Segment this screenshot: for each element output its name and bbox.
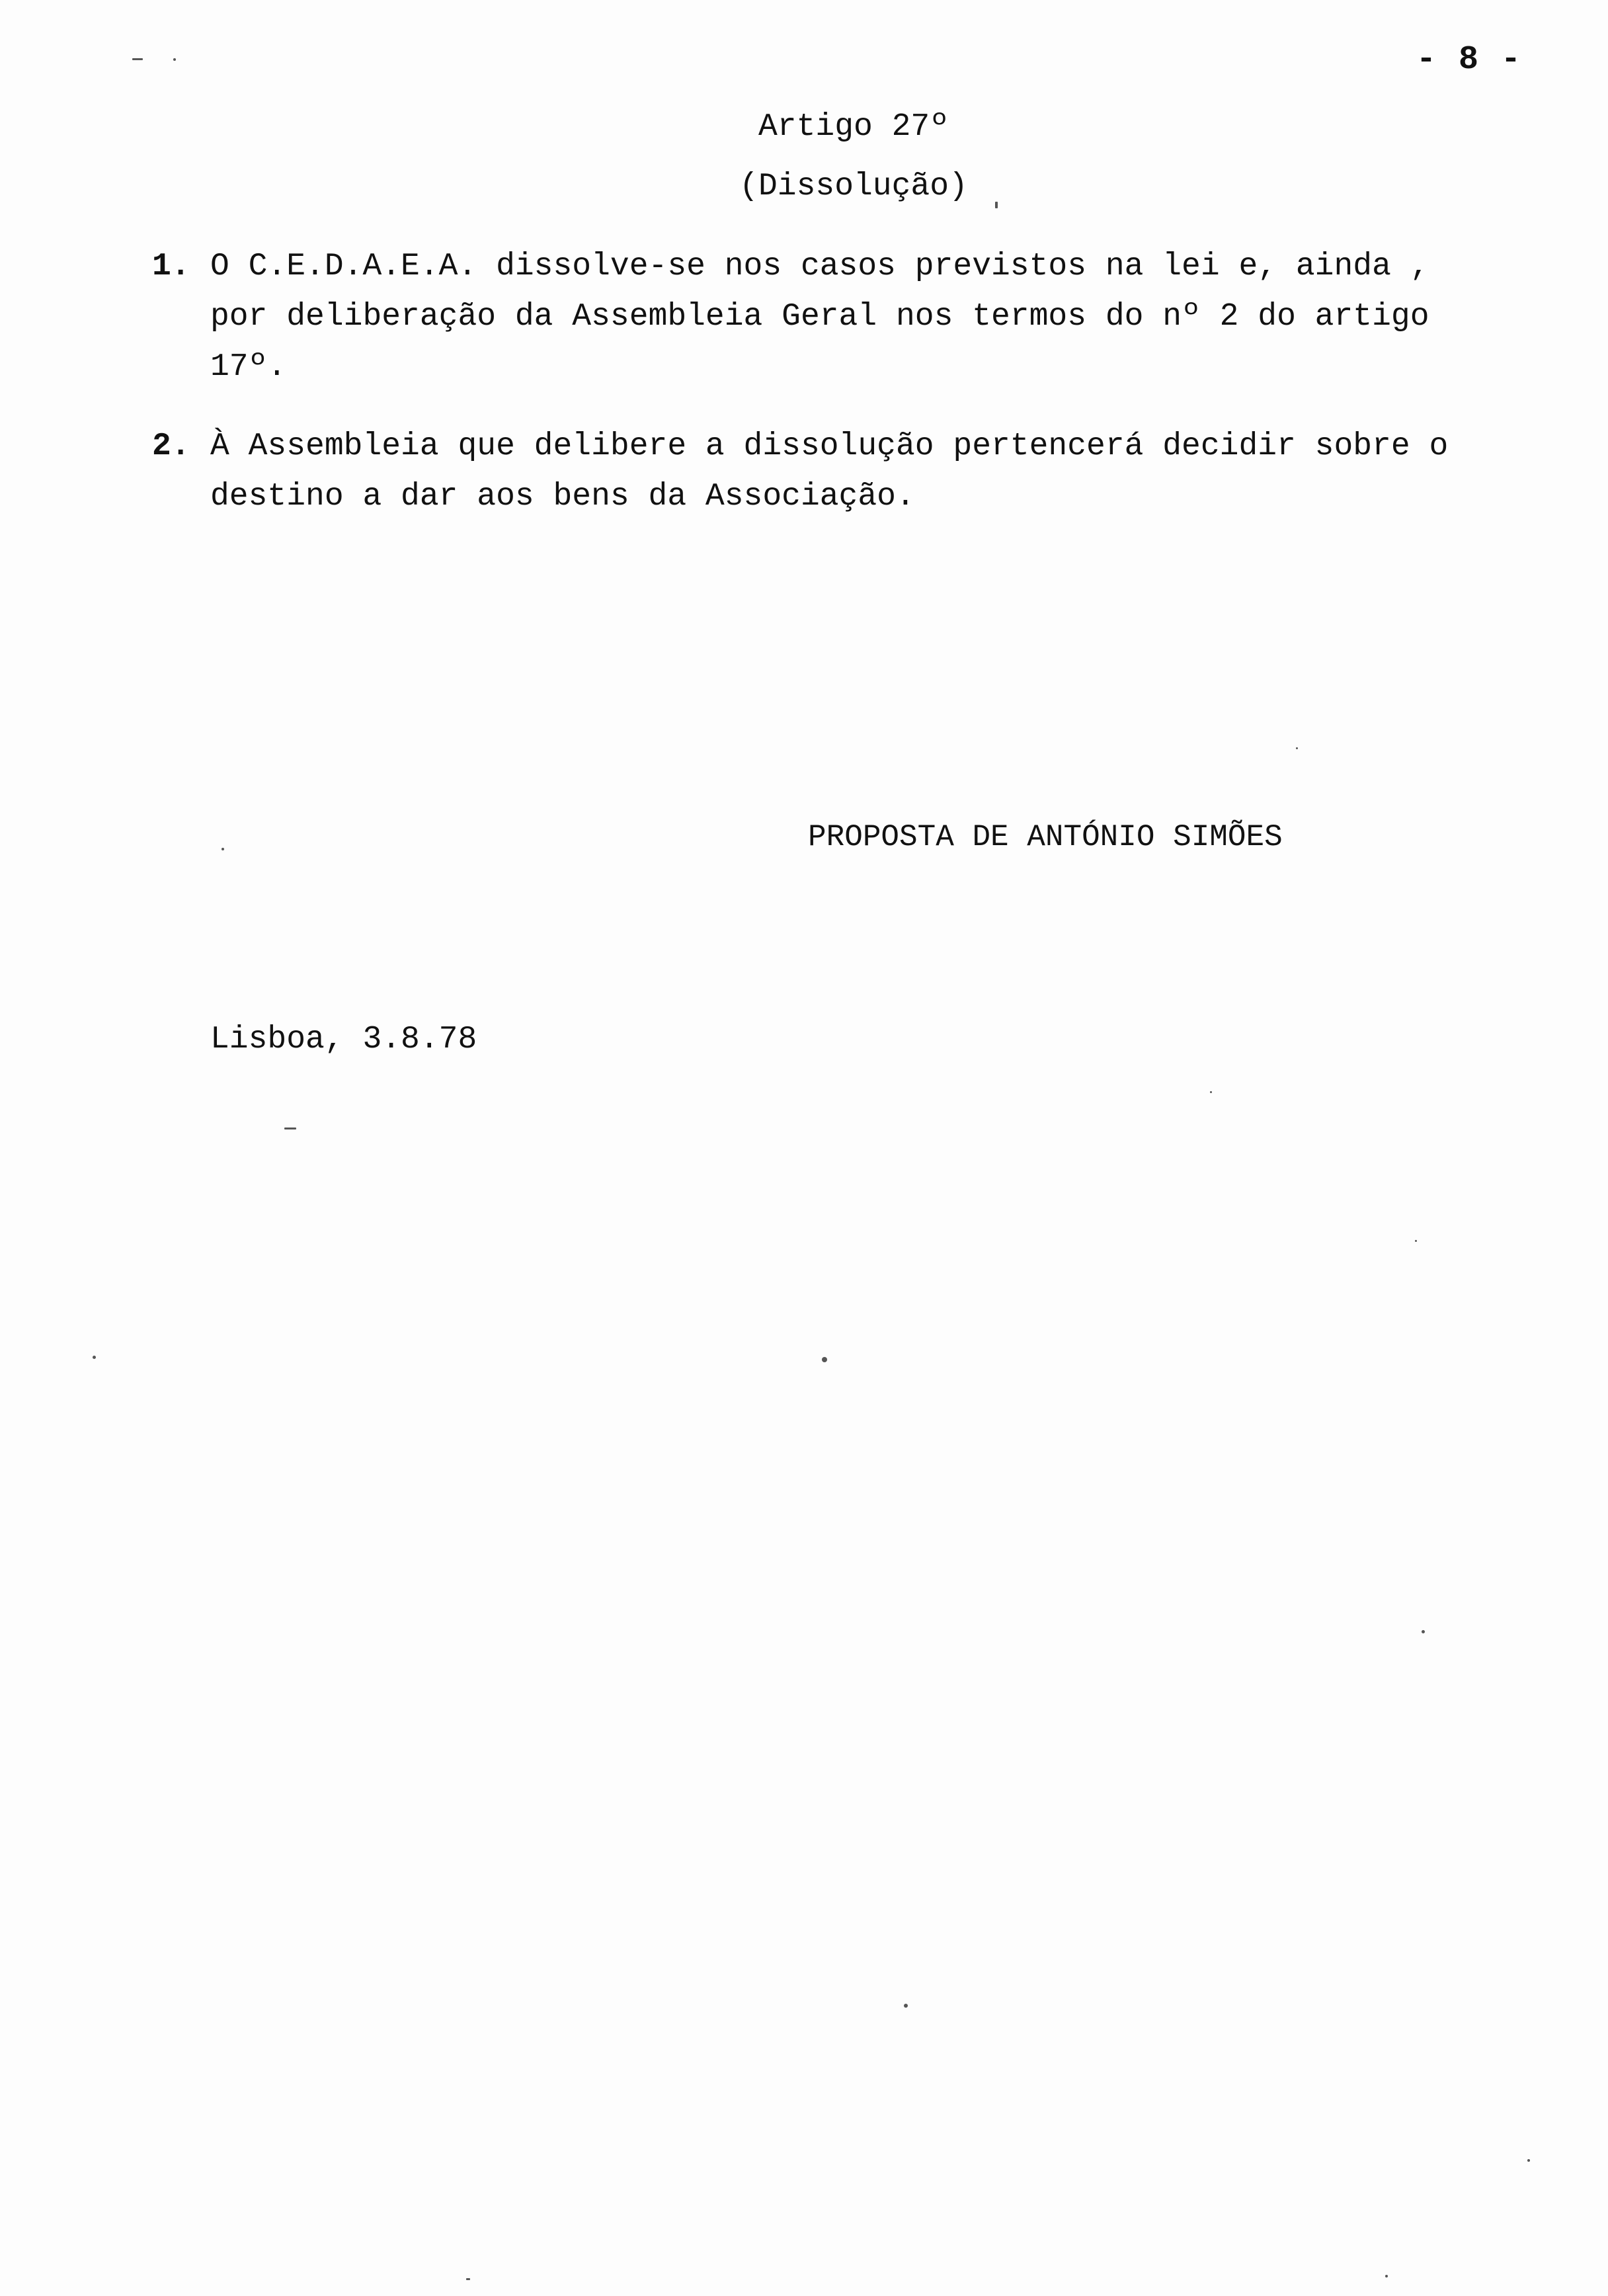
scan-speck	[1385, 2275, 1388, 2277]
scan-speck	[221, 848, 224, 850]
article-subtitle	[0, 169, 1608, 204]
scan-speck	[284, 1128, 296, 1129]
scan-speck	[1296, 747, 1298, 749]
article-subtitle-text: (Dissolução)	[739, 169, 968, 204]
scan-speck	[822, 1357, 827, 1362]
article-title-text: Artigo 27º	[758, 109, 949, 145]
scan-speck	[173, 58, 176, 61]
scan-speck	[995, 202, 998, 208]
scan-speck	[904, 2004, 908, 2008]
scan-speck	[466, 2278, 470, 2280]
clause-number: 2.	[152, 429, 190, 464]
scan-speck	[1527, 2159, 1530, 2162]
scan-speck	[93, 1356, 96, 1359]
scan-speck	[1210, 1091, 1212, 1093]
signature-line: PROPOSTA DE ANTÓNIO SIMÕES	[808, 820, 1283, 854]
scan-speck	[1415, 1240, 1417, 1242]
clause-text: À Assembleia que delibere a dissolução pertencerá decidir sobre o destino a dar aos bens da Associação.	[210, 429, 1449, 514]
clause-text: O C.E.D.A.E.A. dissolve-se nos casos previstos na lei e, ainda , por deliberação da Assembleia Geral nos termos do nº 2 do artigo 17º.	[210, 249, 1429, 385]
clause-list	[152, 241, 1527, 551]
clause-item	[152, 241, 1527, 392]
scan-speck	[132, 58, 143, 60]
scan-speck	[1422, 1630, 1425, 1633]
page-number: - 8 -	[1416, 41, 1522, 79]
article-title	[0, 109, 1608, 145]
clause-number: 1.	[152, 249, 190, 284]
clause-item	[152, 421, 1527, 522]
place-date: Lisboa, 3.8.78	[210, 1022, 477, 1057]
